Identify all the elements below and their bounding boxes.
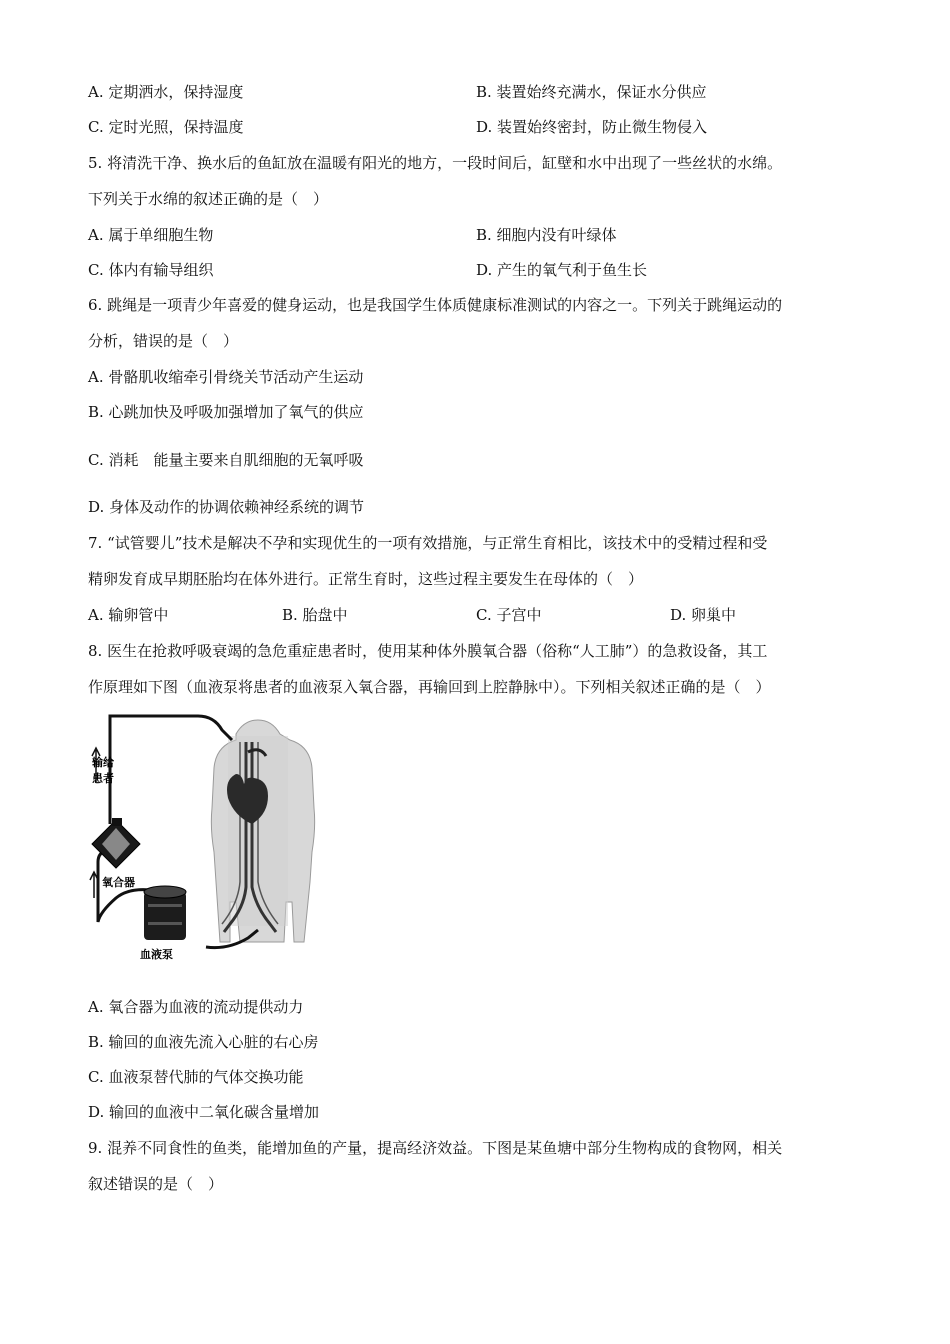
q5-stem-line2: 下列关于水绵的叙述正确的是（ ） (88, 190, 329, 208)
q9-stem-line1: 9. 混养不同食性的鱼类，能增加鱼的产量，提高经济效益。下图是某鱼塘中部分生物构成的食物网，相关 (88, 1139, 783, 1157)
q8-option-d: D. 输回的血液中二氧化碳含量增加 (88, 1103, 320, 1121)
q4-option-a: A. 定期洒水，保持湿度 (88, 83, 244, 101)
q6-option-a: A. 骨骼肌收缩牵引骨绕关节活动产生运动 (88, 368, 364, 386)
q7-option-d: D. 卵巢中 (670, 606, 737, 624)
q5-option-a: A. 属于单细胞生物 (88, 226, 214, 244)
q9-stem-line2: 叙述错误的是（ ） (88, 1175, 224, 1193)
label-oxygenator: 氧合器 (102, 876, 135, 889)
q7-option-b: B. 胎盘中 (282, 606, 348, 624)
q6-stem-line1: 6. 跳绳是一项青少年喜爱的健身运动，也是我国学生体质健康标准测试的内容之一。下列关于跳绳运动的 (88, 296, 783, 314)
q4-option-b: B. 装置始终充满水，保证水分供应 (476, 83, 707, 101)
q8-stem-line2: 作原理如下图（血液泵将患者的血液泵入氧合器，再输回到上腔静脉中）。下列相关叙述正确的是（ ） (88, 678, 771, 696)
q7-option-a: A. 输卵管中 (88, 606, 169, 624)
q7-option-c: C. 子宫中 (476, 606, 542, 624)
q7-stem-line2: 精卵发育成早期胚胎均在体外进行。正常生育时，这些过程主要发生在母体的（ ） (88, 570, 644, 588)
q7-stem-line1: 7. “试管婴儿”技术是解决不孕和实现优生的一项有效措施，与正常生育相比，该技术中的受精过程和受 (88, 534, 768, 552)
q8-option-c: C. 血液泵替代肺的气体交换功能 (88, 1068, 304, 1086)
q4-option-c: C. 定时光照，保持温度 (88, 118, 244, 136)
q5-option-b: B. 细胞内没有叶绿体 (476, 226, 617, 244)
q5-stem-line1: 5. 将清洗干净、换水后的鱼缸放在温暖有阳光的地方，一段时间后，缸壁和水中出现了一些丝状的水绵。 (88, 154, 783, 172)
label-blood-pump: 血液泵 (140, 948, 173, 961)
q8-option-a: A. 氧合器为血液的流动提供动力 (88, 998, 304, 1016)
q4-option-d: D. 装置始终密封，防止微生物侵入 (476, 118, 708, 136)
q6-stem-line2: 分析，错误的是（ ） (88, 332, 239, 350)
q5-option-c: C. 体内有输导组织 (88, 261, 214, 279)
q8-option-b: B. 输回的血液先流入心脏的右心房 (88, 1033, 319, 1051)
q6-option-b: B. 心跳加快及呼吸加强增加了氧气的供应 (88, 403, 364, 421)
ecmo-diagram (88, 712, 318, 967)
blood-pump-device (144, 886, 186, 940)
q8-stem-line1: 8. 医生在抢救呼吸衰竭的急危重症患者时，使用某种体外膜氧合器（俗称“人工肺”）的急救设备，其工 (88, 642, 768, 660)
q6-option-c: C. 消耗 能量主要来自肌细胞的无氧呼吸 (88, 451, 364, 469)
label-return-line2: 患者 (92, 772, 114, 785)
label-return-line1: 输给 (92, 756, 114, 769)
q5-option-d: D. 产生的氧气利于鱼生长 (476, 261, 648, 279)
q6-option-d: D. 身体及动作的协调依赖神经系统的调节 (88, 498, 365, 516)
